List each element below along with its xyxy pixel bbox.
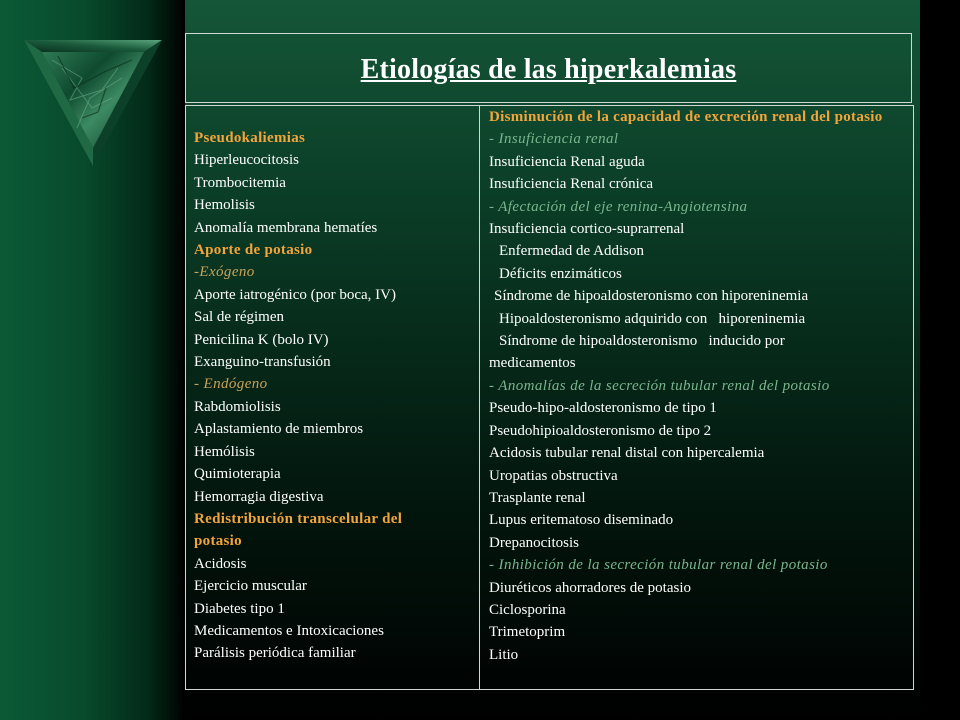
list-item: Enfermedad de Addison: [499, 243, 644, 260]
list-item: Sal de régimen: [194, 309, 284, 326]
list-item: medicamentos: [489, 355, 576, 372]
list-item: Drepanocitosis: [489, 534, 579, 551]
list-item: Déficits enzimáticos: [499, 265, 622, 282]
list-item: Parálisis periódica familiar: [194, 645, 356, 662]
left-column: [194, 127, 474, 665]
list-item: Trimetoprim: [489, 624, 566, 641]
heading-pseudokaliemias: Pseudokaliemias: [194, 130, 306, 146]
list-item: Hemorragia digestiva: [194, 488, 324, 505]
list-item: Anomalía membrana hematíes: [194, 219, 378, 236]
list-item: Ciclosporina: [489, 601, 566, 618]
list-item: Uropatias obstructiva: [489, 467, 618, 484]
marble-triangle-logo: [22, 38, 164, 168]
heading-redistribucion: Redistribución transcelular del potasio: [194, 510, 403, 550]
subheading-endogeno: - Endógeno: [194, 376, 268, 393]
list-item: Hemolisis: [194, 197, 255, 214]
list-item: Exanguino-transfusión: [194, 354, 331, 371]
list-item: Acidosis tubular renal distal con hipercalemia: [489, 445, 765, 462]
list-item: Hipoaldosteronismo adquirido con hiporeninemia: [499, 310, 806, 327]
list-item: Diuréticos ahorradores de potasio: [489, 579, 692, 596]
list-item: Rabdomiolisis: [194, 398, 281, 415]
subheading-exogeno: -Exógeno: [194, 264, 255, 281]
list-item: Aporte iatrogénico (por boca, IV): [194, 286, 397, 303]
list-item: Acidosis: [194, 555, 247, 572]
list-item: Trasplante renal: [489, 489, 586, 506]
list-item: Pseudohipioaldosteronismo de tipo 2: [489, 422, 712, 439]
list-item: Síndrome de hipoaldosteronismo con hiporeninemia: [494, 288, 809, 305]
list-item: Hemólisis: [194, 443, 255, 460]
subheading-eje-renina: - Afectación del eje renina-Angiotensina: [489, 198, 748, 215]
list-item: Insuficiencia Renal crónica: [489, 176, 654, 193]
list-item: Litio: [489, 646, 519, 663]
column-divider: [479, 105, 480, 690]
right-column: [489, 106, 909, 666]
list-item: Insuficiencia Renal aguda: [489, 153, 645, 170]
list-item: Diabetes tipo 1: [194, 600, 285, 617]
subheading-anomalias-secrecion: - Anomalías de la secreción tubular renal del potasio: [489, 377, 830, 394]
list-item: Lupus eritematoso diseminado: [489, 512, 674, 529]
list-item: Medicamentos e Intoxicaciones: [194, 622, 384, 639]
list-item: Pseudo-hipo-aldosteronismo de tipo 1: [489, 400, 717, 417]
list-item: Trombocitemia: [194, 174, 286, 191]
subheading-inhibicion-secrecion: - Inhibición de la secreción tubular renal del potasio: [489, 557, 828, 574]
subheading-insuficiencia-renal: - Insuficiencia renal: [489, 131, 619, 148]
list-item: Insuficiencia cortico-suprarrenal: [489, 221, 685, 238]
list-item: Aplastamiento de miembros: [194, 421, 364, 438]
list-item: Penicilina K (bolo IV): [194, 331, 329, 348]
page-title: Etiologías de las hiperkalemias: [360, 54, 737, 85]
list-item: Síndrome de hipoaldosteronismo inducido por: [499, 333, 785, 350]
list-item: Hiperleucocitosis: [194, 152, 299, 169]
list-item: Quimioterapia: [194, 466, 281, 483]
list-item: Ejercicio muscular: [194, 578, 307, 595]
heading-disminucion-excrecion: Disminución de la capacidad de excreción renal del potasio: [489, 109, 883, 125]
heading-aporte-potasio: Aporte de potasio: [194, 242, 313, 259]
title-box: [185, 33, 912, 103]
